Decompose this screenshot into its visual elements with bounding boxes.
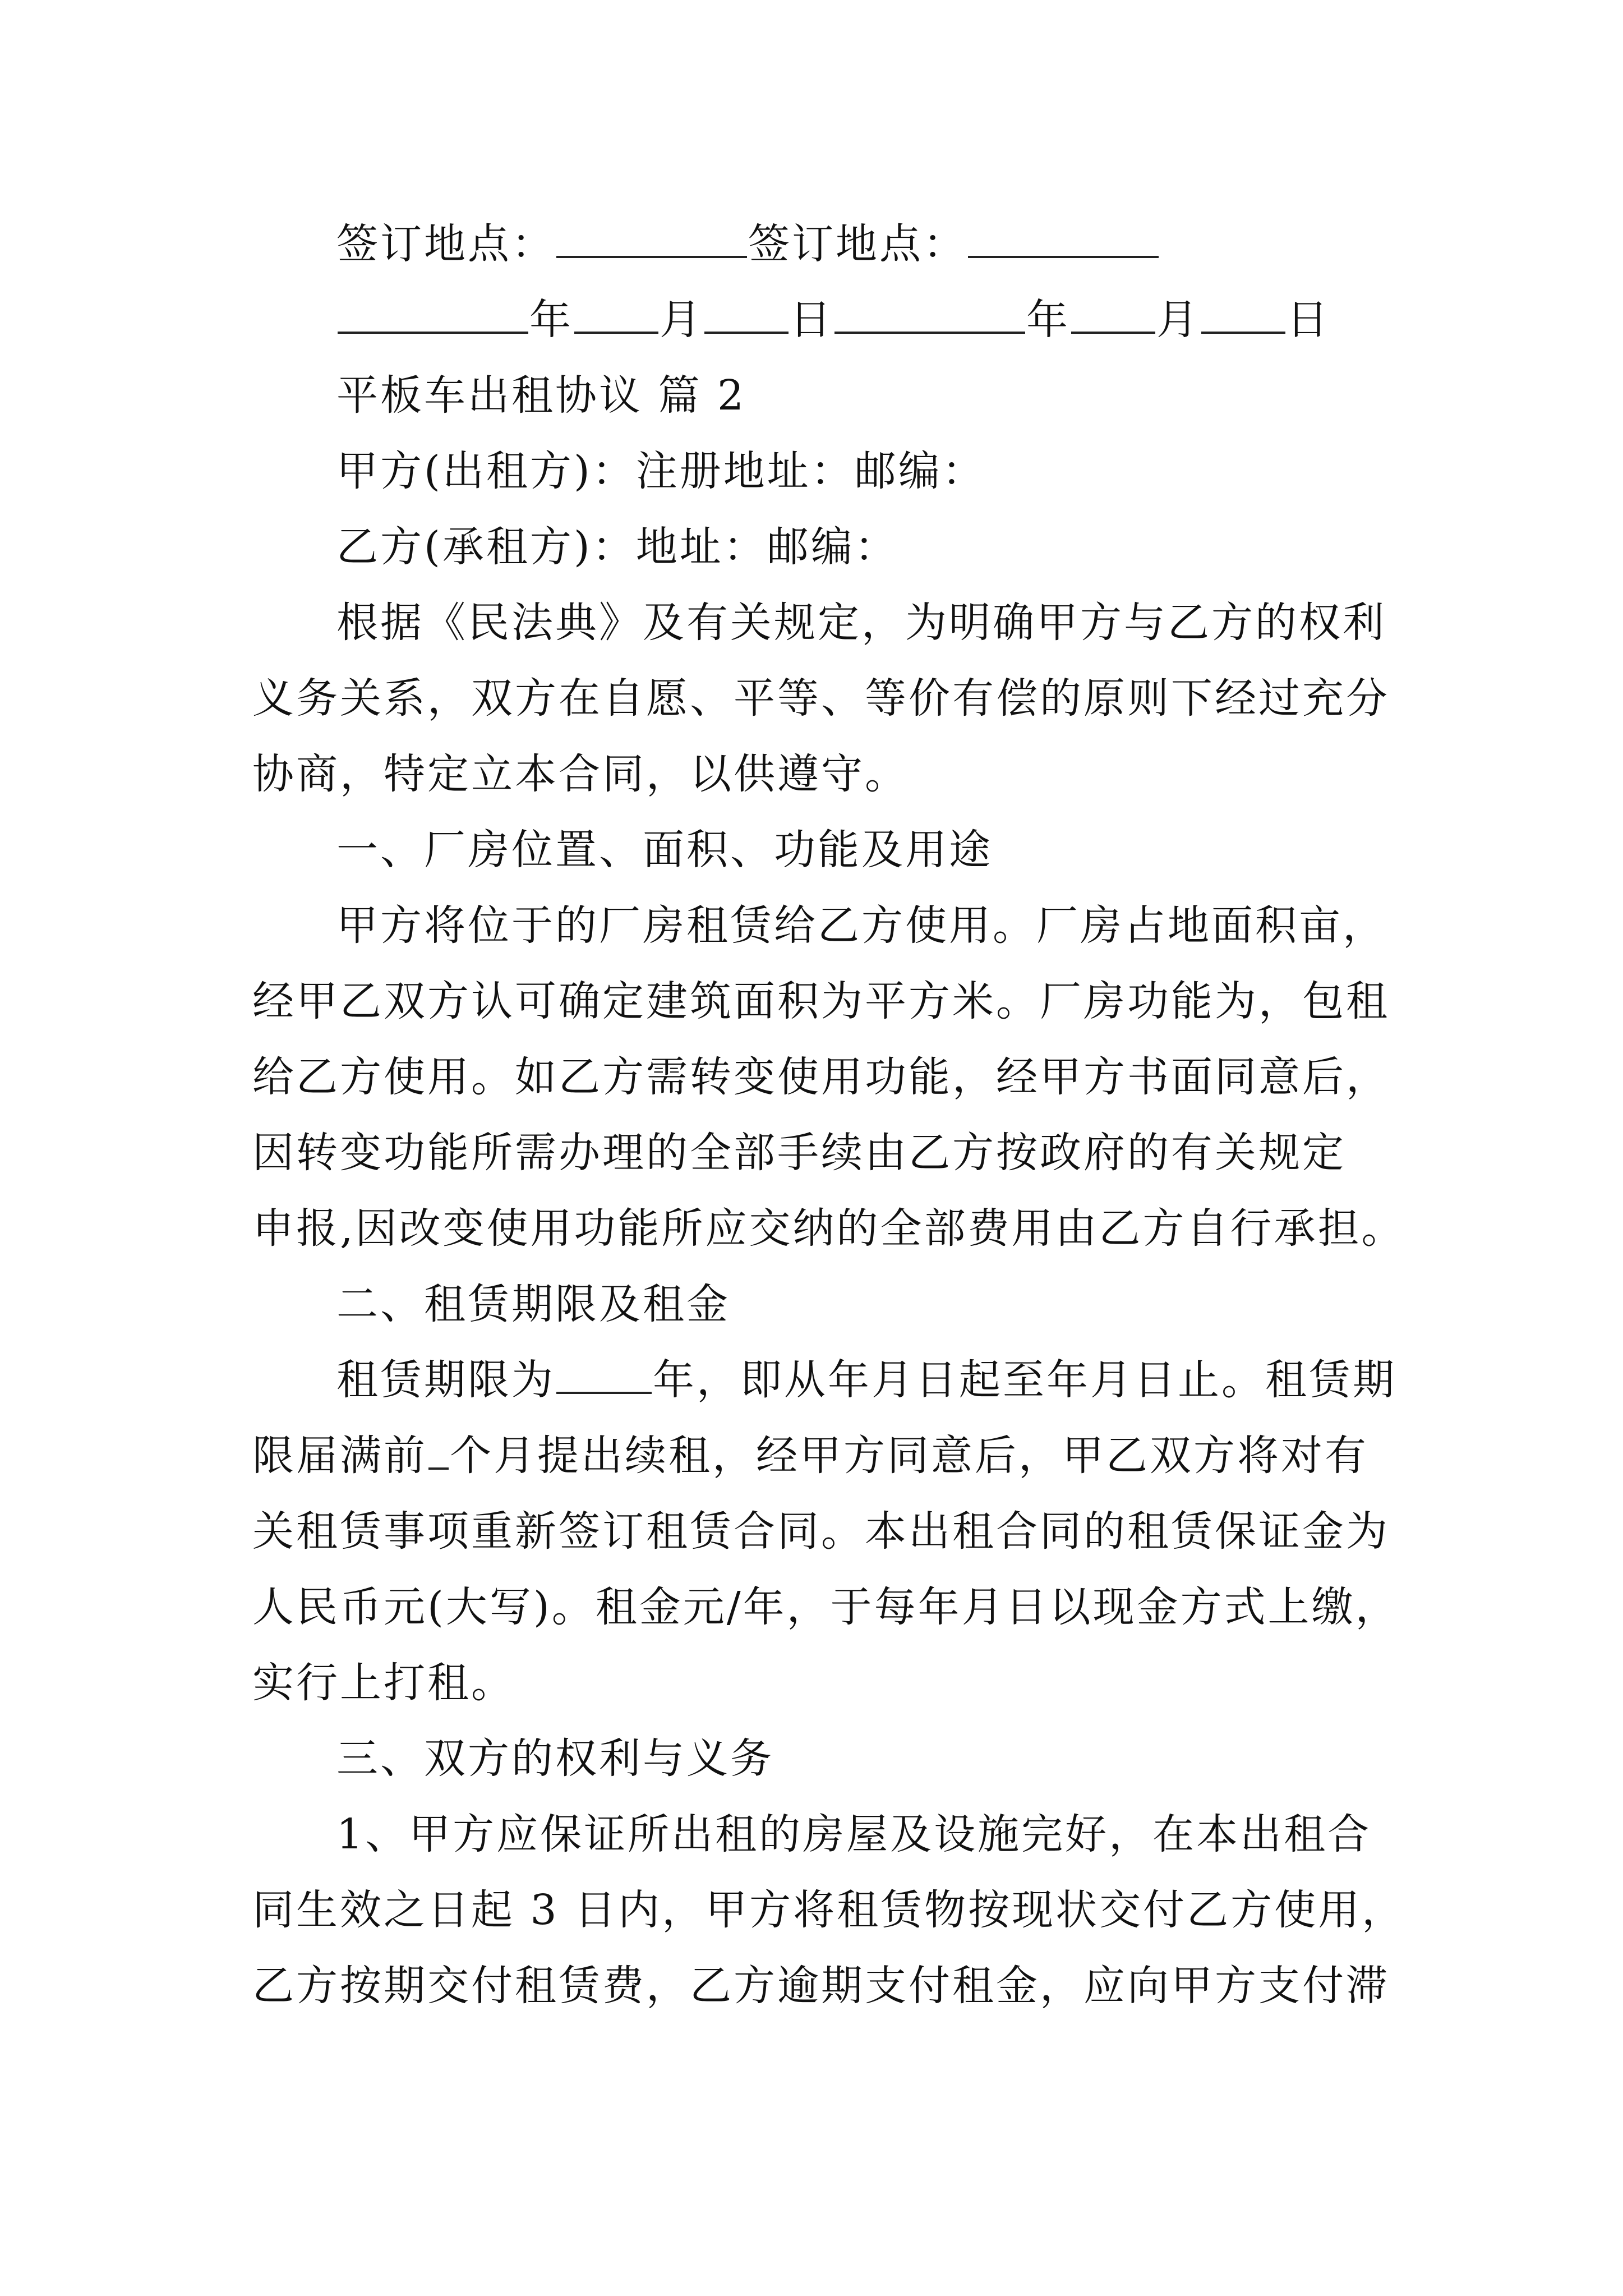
section-2-line-2 [252, 1428, 1368, 1484]
section-1-line-5: 申报,因改变使用功能所应交纳的全部费用由乙方自行承担。 [252, 1204, 1405, 1253]
section-2-line-4: 人民币元(大写)。租金元/年，于每年月日以现金方式上缴， [252, 1583, 1399, 1631]
section-3-line-1: 1、甲方应保证所出租的房屋及设施完好，在本出租合 [336, 1810, 1372, 1858]
section-1-line-2: 经甲乙双方认可确定建筑面积为平方米。厂房功能为，包租 [252, 977, 1390, 1025]
section-3-line-2: 同生效之日起 3 日内，甲方将租赁物按现状交付乙方使用， [252, 1886, 1406, 1934]
month-label-b: 月 [1156, 296, 1200, 344]
year-blank-b [834, 292, 1025, 334]
intro-line-2: 义务关系，双方在自愿、平等、等价有偿的原则下经过充分 [252, 674, 1390, 723]
section-1-line-3: 给乙方使用。如乙方需转变使用功能，经甲方书面同意后， [252, 1053, 1390, 1101]
year-label-b: 年 [1026, 296, 1070, 344]
renewal-blank [428, 1428, 449, 1470]
sign-location-blank-b [968, 217, 1159, 258]
section-1-line-1: 甲方将位于的厂房租赁给乙方使用。厂房占地面积亩， [336, 901, 1386, 950]
section-2-line-1 [336, 1352, 1396, 1408]
month-blank-a [574, 292, 658, 334]
day-label-b: 日 [1287, 296, 1330, 344]
section-2-line-5: 实行上打租。 [252, 1659, 515, 1707]
document-heading: 平板车出租协议 篇 2 [336, 371, 746, 420]
intro-line-1: 根据《民法典》及有关规定，为明确甲方与乙方的权利 [336, 599, 1386, 647]
section-1-title: 一、厂房位置、面积、功能及用途 [336, 826, 993, 874]
renewal-label: 限届满前 [252, 1432, 427, 1480]
party-b-line: 乙方(承租方)：地址：邮编： [336, 523, 898, 571]
intro-line-3: 协商，特定立本合同，以供遵守。 [252, 750, 909, 798]
year-label-a: 年 [529, 296, 573, 344]
sign-location-line [336, 216, 1160, 272]
section-2-line-3: 关租赁事项重新签订租赁合同。本出租合同的租赁保证金为 [252, 1507, 1390, 1556]
sign-location-label-a: 签订地点： [336, 220, 555, 268]
lease-term-rest: 年，即从年月日起至年月日止。租赁期 [653, 1356, 1396, 1404]
lease-term-blank [556, 1352, 652, 1394]
section-1-line-4: 因转变功能所需办理的全部手续由乙方按政府的有关规定 [252, 1129, 1346, 1177]
day-label-a: 日 [790, 296, 833, 344]
renewal-rest: 个月提出续租，经甲方同意后，甲乙双方将对有 [450, 1432, 1368, 1480]
year-blank-a [338, 292, 528, 334]
day-blank-b [1201, 292, 1285, 334]
section-3-title: 三、双方的权利与义务 [336, 1734, 774, 1783]
section-2-title: 二、租赁期限及租金 [336, 1280, 730, 1328]
day-blank-a [704, 292, 789, 334]
sign-location-label-b: 签订地点： [748, 220, 967, 268]
party-a-line: 甲方(出租方)：注册地址：邮编： [336, 447, 986, 495]
lease-term-label: 租赁期限为 [336, 1356, 555, 1404]
date-line [336, 292, 1330, 348]
month-label-a: 月 [660, 296, 703, 344]
sign-location-blank-a [556, 217, 747, 258]
month-blank-b [1071, 292, 1155, 334]
section-3-line-3: 乙方按期交付租赁费，乙方逾期支付租金，应向甲方支付滞 [252, 1962, 1390, 2010]
